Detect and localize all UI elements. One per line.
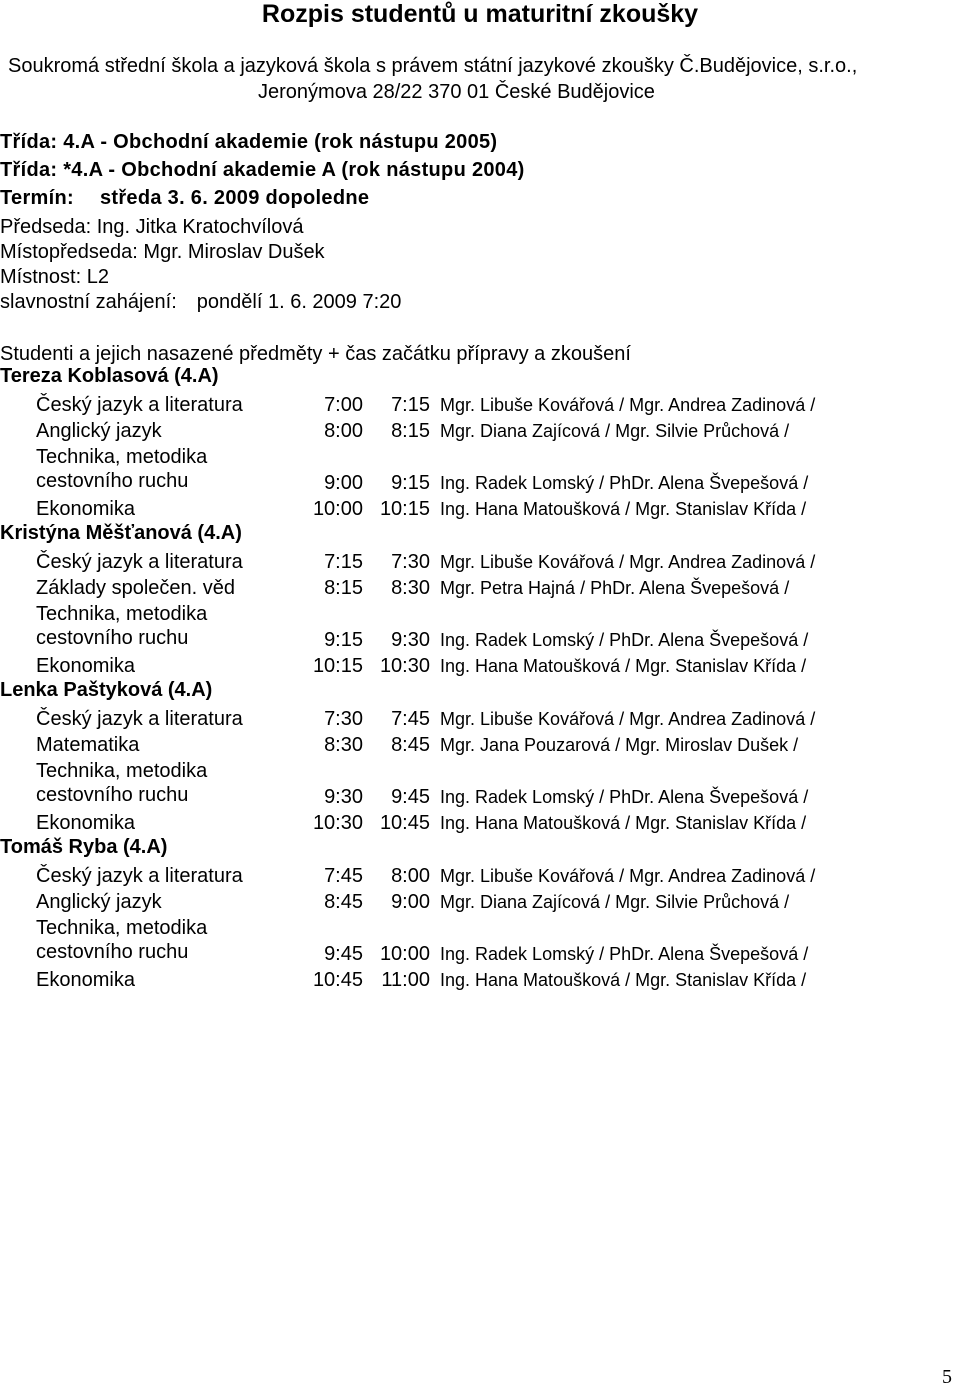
prep-time: 7:45: [324, 865, 363, 887]
prep-time: 9:30: [324, 786, 363, 808]
exam-time: 8:30: [391, 577, 430, 599]
exam-time: 10:15: [379, 498, 430, 520]
exam-row: [0, 888, 960, 914]
examiners: Mgr. Libuše Kovářová / Mgr. Andrea Zadinová /: [440, 395, 816, 415]
chair-line: Předseda: Ing. Jitka Kratochvílová: [0, 216, 304, 238]
prep-time: 9:00: [324, 472, 363, 494]
examiners: Ing. Radek Lomský / PhDr. Alena Švepešová /: [440, 473, 809, 493]
examiners: Ing. Hana Matoušková / Mgr. Stanislav Křída /: [440, 499, 807, 519]
exam-subject: Základy společen. věd: [36, 577, 236, 599]
prep-time: 10:45: [312, 969, 363, 991]
exam-time: 9:00: [391, 891, 430, 913]
term-value: středa 3. 6. 2009 dopoledne: [99, 187, 370, 209]
opening-label: slavnostní zahájení:: [0, 291, 177, 313]
examiners: Ing. Radek Lomský / PhDr. Alena Švepešová /: [440, 944, 809, 964]
exam-row: [0, 809, 960, 835]
exam-row: [0, 443, 960, 495]
prep-time: 9:15: [324, 629, 363, 651]
prep-time: 8:30: [324, 734, 363, 756]
school-address-line: Jeronýmova 28/22 370 01 České Budějovice: [258, 81, 655, 103]
exam-subject: Ekonomika: [36, 969, 135, 991]
exam-time: 8:45: [391, 734, 430, 756]
examiners: Mgr. Libuše Kovářová / Mgr. Andrea Zadinová /: [440, 709, 816, 729]
examiners: Ing. Radek Lomský / PhDr. Alena Švepešová /: [440, 787, 809, 807]
exam-row: [0, 600, 960, 652]
examiners: Mgr. Jana Pouzarová / Mgr. Miroslav Dušek /: [440, 735, 799, 755]
exam-row: [0, 966, 960, 992]
exam-subject: Ekonomika: [36, 812, 135, 834]
opening-value: pondělí 1. 6. 2009 7:20: [196, 291, 402, 313]
exam-row: [0, 862, 960, 888]
exam-time: 9:15: [391, 472, 430, 494]
examiners: Mgr. Libuše Kovářová / Mgr. Andrea Zadinová /: [440, 552, 816, 572]
exam-subject: Český jazyk a literatura: [36, 708, 243, 730]
exam-row: [0, 574, 960, 600]
student-name: Lenka Paštyková (4.A): [0, 679, 213, 701]
vice-chair-line: Místopředseda: Mgr. Miroslav Dušek: [0, 241, 325, 263]
exam-time: 10:45: [379, 812, 430, 834]
prep-time: 8:00: [324, 420, 363, 442]
students-list: [0, 364, 960, 992]
exam-row: [0, 495, 960, 521]
exam-row: [0, 548, 960, 574]
prep-time: 7:00: [324, 394, 363, 416]
examiners: Mgr. Petra Hajná / PhDr. Alena Švepešová /: [440, 578, 790, 598]
exam-subject: Matematika: [36, 734, 140, 756]
exam-subject: Anglický jazyk: [36, 891, 162, 913]
exam-time: 11:00: [381, 969, 430, 991]
examiners: Ing. Radek Lomský / PhDr. Alena Švepešová /: [440, 630, 809, 650]
students-heading: Studenti a jejich nasazené předměty + čas začátku přípravy a zkoušení: [0, 343, 631, 365]
class-line-2: Třída: *4.A - Obchodní akademie A (rok nástupu 2004): [0, 159, 525, 181]
examiners: Mgr. Diana Zajícová / Mgr. Silvie Průchová /: [440, 421, 790, 441]
class-line-1: Třída: 4.A - Obchodní akademie (rok nástupu 2005): [0, 131, 498, 153]
exam-row: [0, 417, 960, 443]
school-name-line: Soukromá střední škola a jazyková škola s právem státní jazykové zkoušky Č.Budějovice, s.r.o.,: [8, 55, 858, 77]
exam-subject: Technika, metodika cestovního ruchu: [36, 917, 208, 963]
exam-row: [0, 914, 960, 966]
opening-line: [0, 290, 401, 314]
prep-time: 10:15: [312, 655, 363, 677]
exam-subject: Ekonomika: [36, 655, 135, 677]
term-label: Termín:: [0, 187, 74, 209]
examiners: Mgr. Libuše Kovářová / Mgr. Andrea Zadinová /: [440, 866, 816, 886]
examiners: Ing. Hana Matoušková / Mgr. Stanislav Křída /: [440, 656, 807, 676]
exam-subject: Technika, metodika cestovního ruchu: [36, 603, 208, 649]
exam-time: 8:15: [391, 420, 430, 442]
exam-row: [0, 705, 960, 731]
exam-time: 10:00: [379, 943, 430, 965]
exam-subject: Anglický jazyk: [36, 420, 162, 442]
student-name: Tomáš Ryba (4.A): [0, 836, 168, 858]
exam-subject: Ekonomika: [36, 498, 135, 520]
prep-time: 7:30: [324, 708, 363, 730]
prep-time: 8:45: [324, 891, 363, 913]
exam-subject: Český jazyk a literatura: [36, 394, 243, 416]
exam-row: [0, 731, 960, 757]
exam-row: [0, 652, 960, 678]
page-title: Rozpis studentů u maturitní zkoušky: [261, 0, 699, 28]
exam-subject: Český jazyk a literatura: [36, 865, 243, 887]
room-line: Místnost: L2: [0, 266, 109, 288]
exam-subject: Technika, metodika cestovního ruchu: [36, 760, 208, 806]
exam-time: 9:30: [391, 629, 430, 651]
student-name: Kristýna Měšťanová (4.A): [0, 522, 242, 544]
examiners: Mgr. Diana Zajícová / Mgr. Silvie Průchová /: [440, 892, 790, 912]
student-name: Tereza Koblasová (4.A): [0, 365, 219, 387]
exam-time: 7:45: [391, 708, 430, 730]
exam-time: 8:00: [391, 865, 430, 887]
page-number: 5: [942, 1366, 952, 1388]
exam-subject: Český jazyk a literatura: [36, 551, 243, 573]
exam-time: 9:45: [391, 786, 430, 808]
prep-time: 10:00: [312, 498, 363, 520]
exam-row: [0, 391, 960, 417]
examiners: Ing. Hana Matoušková / Mgr. Stanislav Křída /: [440, 813, 807, 833]
exam-time: 10:30: [379, 655, 430, 677]
exam-time: 7:30: [391, 551, 430, 573]
prep-time: 9:45: [324, 943, 363, 965]
prep-time: 7:15: [324, 551, 363, 573]
examiners: Ing. Hana Matoušková / Mgr. Stanislav Křída /: [440, 970, 807, 990]
exam-row: [0, 757, 960, 809]
term-line: [0, 186, 369, 210]
exam-subject: Technika, metodika cestovního ruchu: [36, 446, 208, 492]
prep-time: 8:15: [324, 577, 363, 599]
prep-time: 10:30: [312, 812, 363, 834]
exam-time: 7:15: [391, 394, 430, 416]
